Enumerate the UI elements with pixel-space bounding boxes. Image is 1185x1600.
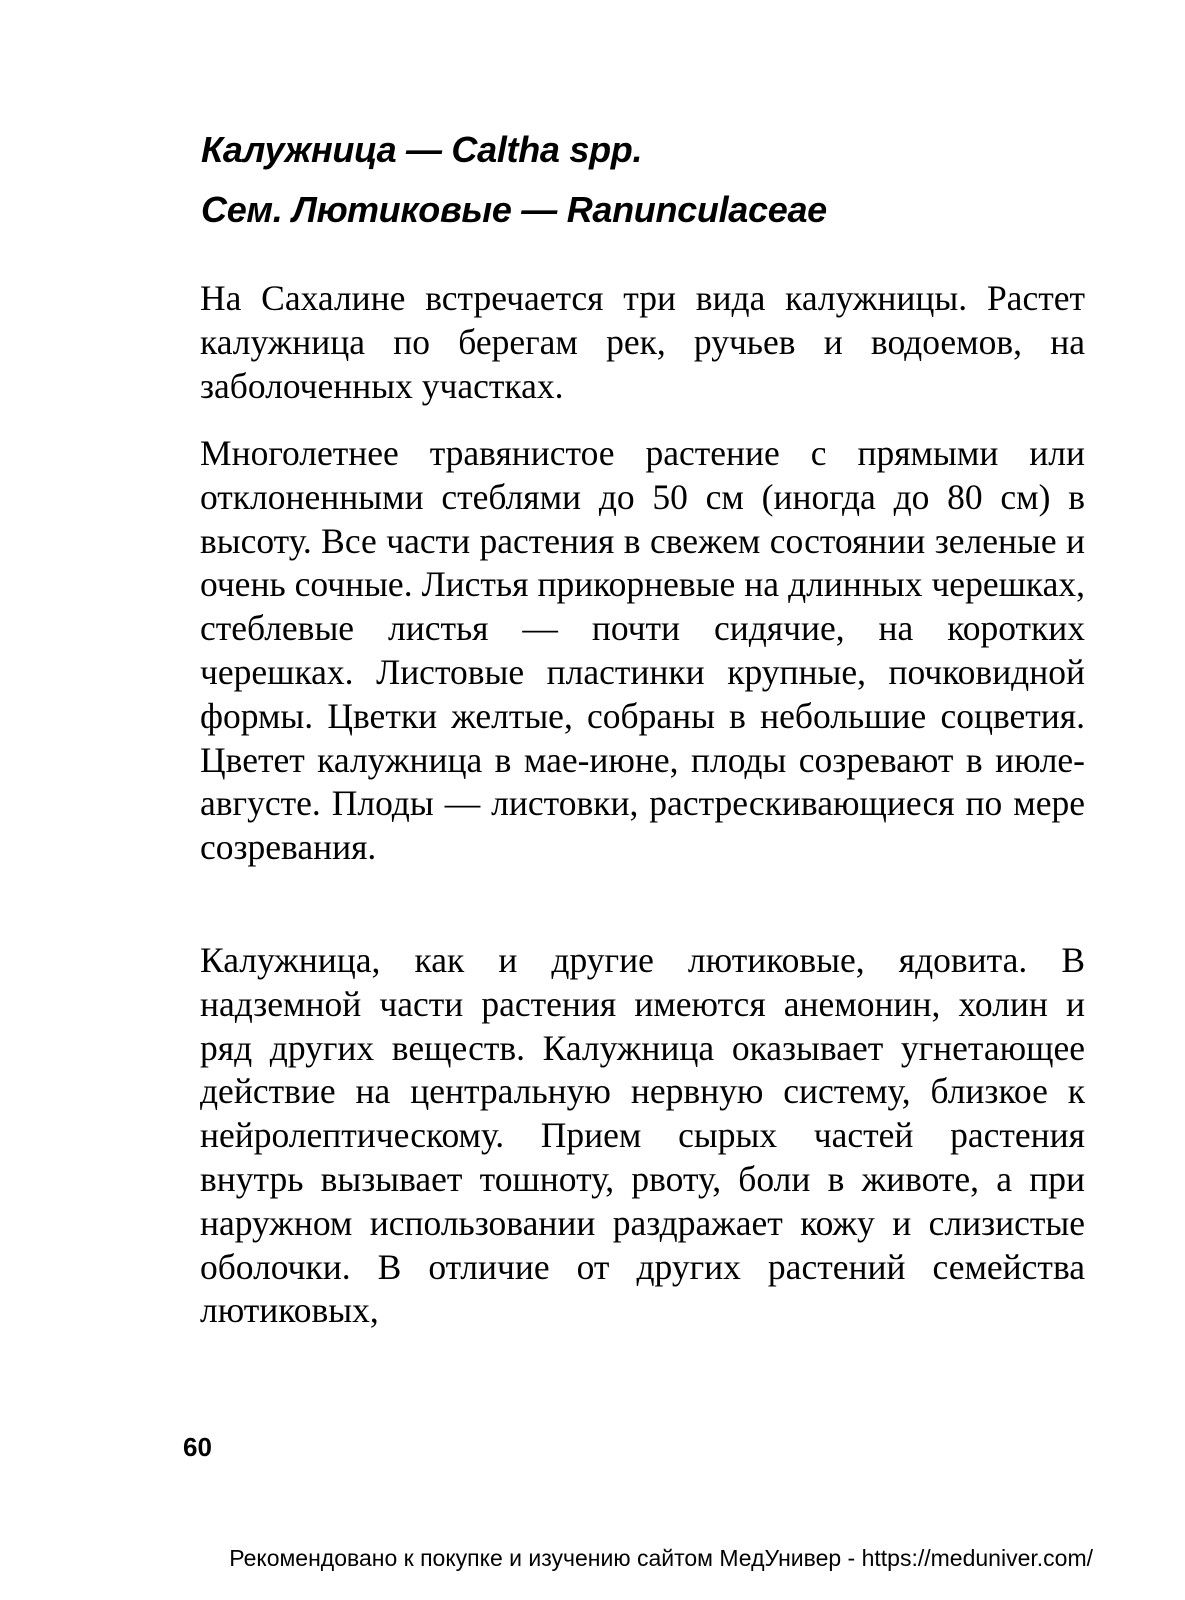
species-title: Калужница — Caltha spp. [201, 129, 643, 170]
page-number: 60 [183, 1432, 212, 1462]
paragraph-toxicity: Калужница, как и другие лютиковые, ядовита. В надземной части растения имеются анемонин, холин и ряд других веществ. Калужница оказывает угнетающее действие на центральную нервную систему, близкое к нейролептическому. Прием сырых частей растения внутрь вызывает тошноту, рвоту, боли в животе, а при наружном использовании раздражает кожу и слизистые оболочки. В отличие от других растений семейства лютиковых, [200, 940, 1085, 1331]
paragraph-habitat: На Сахалине встречается три вида калужницы. Растет калужница по берегам рек, ручьев и водоемов, на заболоченных участках. [200, 278, 1085, 406]
footer-note: Рекомендовано к покупке и изучению сайтом МедУнивер - https://meduniver.com/ [229, 1545, 1093, 1571]
paragraph-description: Многолетнее травянистое растение с прямыми или отклоненными стеблями до 50 см (иногда до 80 см) в высоту. Все части растения в свежем состоянии зеленые и очень сочные. Листья прикорневые на длинных черешках, стеблевые листья — почти сидячие, на коротких черешках. Листовые пластинки крупные, почковидной формы. Цветки желтые, собраны в небольшие соцветия. Цветет калужница в мае-июне, плоды созревают в июле-августе. Плоды — листовки, растрескивающиеся по мере созревания. [200, 433, 1085, 868]
family-title: Сем. Лютиковые — Ranunculaceae [201, 189, 827, 230]
